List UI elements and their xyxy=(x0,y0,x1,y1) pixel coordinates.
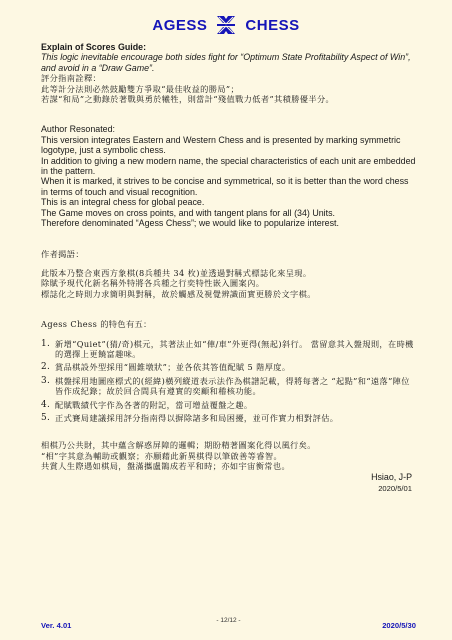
author-cn-line: 此版本乃整合東西方象棋(8兵種共 34 枚)並透過對稱式標誌化來呈現。 xyxy=(41,267,312,278)
page-header xyxy=(0,12,452,38)
scores-guide-cn-line: 此等計分法則必然鼓勵雙方爭取“最佳收益的勝局”； xyxy=(41,83,240,94)
brand-right: CHESS xyxy=(245,16,300,34)
author-line: This is an integral chess for global peace. xyxy=(41,197,205,208)
footer-date: 2020/5/30 xyxy=(382,621,416,630)
list-item xyxy=(41,362,416,372)
author-heading: Author Resonated: xyxy=(41,124,116,135)
closing-line: 共賞人生際遇如棋局，盤滿攜盧鵲成若平和時；亦如宇宙衡常也。 xyxy=(41,461,291,472)
signature-date: 2020/5/01 xyxy=(378,483,412,493)
features-section xyxy=(41,319,416,423)
author-cn-section xyxy=(41,249,416,300)
features-list xyxy=(41,339,416,424)
footer-version: Ver. 4.01 xyxy=(41,621,72,630)
scores-guide-cn-heading: 評分指南詮釋： xyxy=(41,73,102,84)
list-item-text: 棋盤採用地圖座標式的(經緯)橫列縱道表示法作為棋譜記載，得將每著之 “起點”和“遠落”陣位皆作成紀錄；故於回合間具有遵實的奕顧和稽核功能。 xyxy=(55,375,410,397)
author-line: The Game moves on cross points, and with tangent plans for all (34) Units. xyxy=(41,207,336,218)
list-item xyxy=(41,413,416,423)
closing-line: 相棋乃公共財，其中蘊含解惑屏障的邏輯；期盼精著圖案化得以風行矣。 xyxy=(41,440,316,451)
list-item-number: 1. xyxy=(41,338,51,349)
signature-name: Hsiao, J-P xyxy=(371,471,412,482)
scores-guide-cn-line: 若謀“和局”之動錄於著戰與勇於犧牲，則當計“殘值戰力低者”其積勝優半分。 xyxy=(41,94,335,105)
author-cn-line: 除賦予現代化新名稱外特將各兵種之行奕特性嵌入圖案內。 xyxy=(41,278,265,289)
brand-left: AGESS xyxy=(152,16,208,34)
author-line: When it is marked, it strives to be concise and symmetrical, so it is better than the word chess in terms of touch and visual recognition. xyxy=(41,176,409,197)
footer-page-number: - 12/12 - xyxy=(216,617,241,624)
author-section xyxy=(41,124,416,228)
signature-block xyxy=(41,472,416,494)
list-item-number: 2. xyxy=(41,362,51,373)
author-line: Therefore denominated “Agess Chess”; we would like to popularize interest. xyxy=(41,218,339,229)
list-item xyxy=(41,376,416,397)
list-item-number: 5. xyxy=(41,412,51,423)
list-item-number: 3. xyxy=(41,375,51,386)
closing-line: “相”字其意為輔助或觀察；亦願藉此新異棋得以筆啟善等睿智。 xyxy=(41,450,283,461)
list-item-text: 賞品棋設外型採用“圓錐墩狀”；並各依其答值配賦 5 階厚度。 xyxy=(55,362,291,373)
author-line: In addition to giving a new modern name, the special characteristics of each unit are embedded in the pattern. xyxy=(41,155,416,177)
author-cn-line: 標誌化之時則力求簡明與對稱，故於觸感及視覺辨識面實更勝於文字棋。 xyxy=(41,288,316,299)
list-item-text: 配賦戰績代字作為各著的附記，當可增益覆盤之趣。 xyxy=(55,399,253,410)
author-cn-heading: 作者揭語： xyxy=(41,248,84,259)
scores-guide-intro: This logic inevitable encourage both sides fight for “Optimum State Profitability Aspect of Win”, and avoid in a “Draw Game”. xyxy=(41,52,411,73)
scores-guide-heading: Explain of Scores Guide: xyxy=(41,42,147,52)
page-footer xyxy=(41,617,416,633)
scores-guide-section xyxy=(41,42,416,104)
author-line: This version integrates Eastern and Western Chess and is presented by marking symmetric logotype, just a symbolic chess. xyxy=(41,134,401,156)
features-heading: Agess Chess 的特色有五： xyxy=(41,319,152,330)
list-item-text: 新增“Quiet”(猜/奇)棋元，其著法止如“俥/車”外更得(無起)斜行。 當留意其入盤規則，在時機的選擇上更饒富趣味。 xyxy=(55,338,414,359)
list-item-number: 4. xyxy=(41,399,51,410)
closing-section xyxy=(41,440,416,471)
list-item xyxy=(41,400,416,410)
document-body xyxy=(41,42,416,494)
list-item-text: 正式賽局建議採用評分指南得以摒除諸多和局困擾，並可作實力相對評估。 xyxy=(55,412,339,423)
ages-logotype-icon xyxy=(215,14,237,36)
list-item xyxy=(41,339,416,360)
